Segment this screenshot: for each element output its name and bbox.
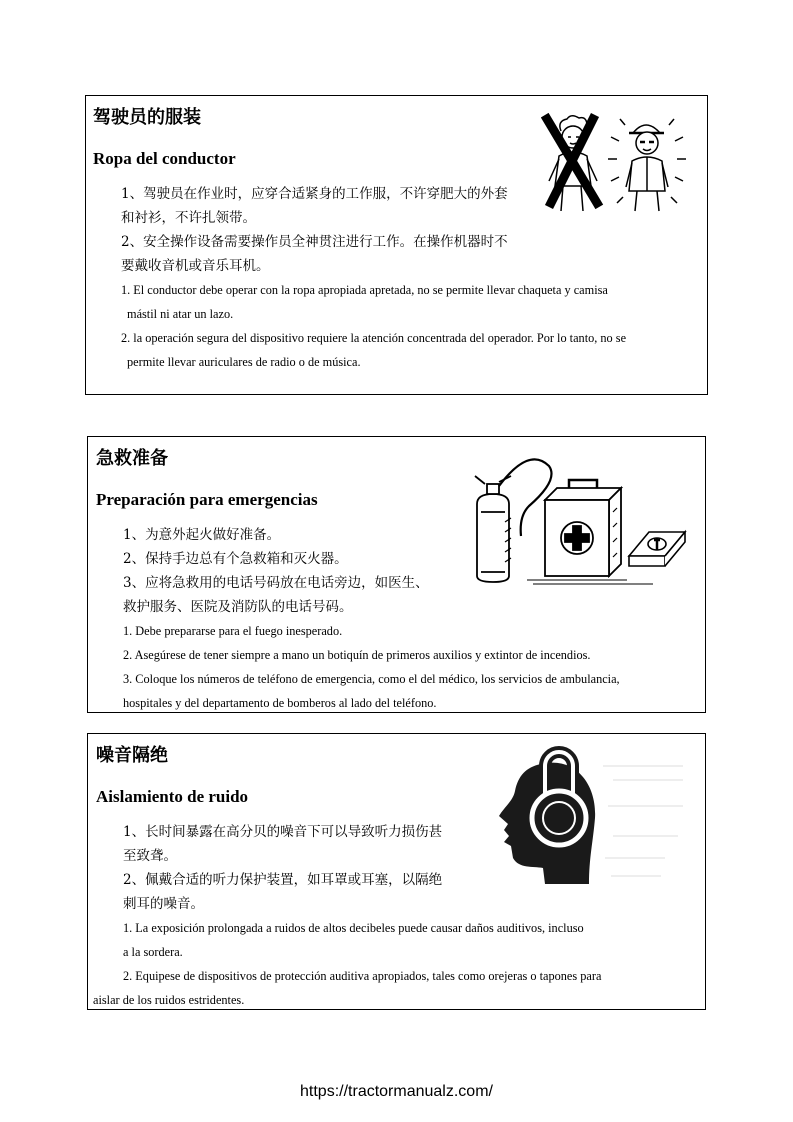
body-line: 3. Coloque los números de teléfono de emergencia, como el del médico, los servicios de ambulancia, <box>123 672 620 686</box>
body-line: 2. Asegúrese de tener siempre a mano un botiquín de primeros auxilios y extintor de incendios. <box>123 648 591 662</box>
small-first-aid-kit-icon <box>629 532 685 566</box>
section-title-zh: 急救准备 <box>96 448 168 469</box>
body-line: 2. Equipese de dispositivos de protección auditiva apropiados, tales como orejeras o tapones para <box>123 969 602 983</box>
body-line: a la sordera. <box>123 945 183 959</box>
section-title-es: Ropa del conductor <box>93 149 236 168</box>
section-noise-isolation <box>87 733 706 1010</box>
body-line: 刺耳的噪音。 <box>123 896 204 912</box>
first-aid-case-icon <box>545 480 621 576</box>
footer <box>0 1080 793 1104</box>
body-line: aislar de los ruidos estridentes. <box>93 993 245 1007</box>
section-emergency-preparation <box>87 436 706 713</box>
body-line: 1、为意外起火做好准备。 <box>123 527 281 543</box>
body-line: 救护服务、医院及消防队的电话号码。 <box>123 599 353 615</box>
body-line: hospitales y del departamento de bomberos al lado del teléfono. <box>123 696 437 710</box>
correct-clothing-figure <box>608 119 686 211</box>
body-line: 1、长时间暴露在高分贝的噪音下可以导致听力损伤甚 <box>123 824 443 840</box>
body-line: mástil ni atar un lazo. <box>127 307 234 321</box>
footer-url-link[interactable]: https://tractormanualz.com/ <box>300 1083 493 1100</box>
body-line: 1. Debe prepararse para el fuego inesperado. <box>123 624 343 638</box>
body-line: 1、驾驶员在作业时，应穿合适紧身的工作服，不许穿肥大的外套 <box>121 186 508 202</box>
body-line: 1. El conductor debe operar con la ropa apropiada apretada, no se permite llevar chaqueta y camisa <box>121 283 608 297</box>
body-line: 2. la operación segura del dispositivo requiere la atención concentrada del operador. Por lo tanto, no se <box>121 331 627 345</box>
clothing-illustration <box>541 111 691 216</box>
body-line: 2、佩戴合适的听力保护装置，如耳罩或耳塞，以隔绝 <box>123 872 443 888</box>
section-title-es: Aislamiento de ruido <box>96 787 249 806</box>
hearing-protection-icon <box>463 746 693 896</box>
background-texture <box>603 766 683 876</box>
section-title-zh: 驾驶员的服装 <box>93 107 201 128</box>
section-title-es: Preparación para emergencias <box>96 490 318 509</box>
fire-extinguisher-icon <box>475 459 552 582</box>
ground-shading <box>527 580 653 584</box>
first-aid-illustration <box>463 452 693 587</box>
body-line: 1. La exposición prolongada a ruidos de altos decibeles puede causar daños auditivos, incluso <box>123 921 584 935</box>
section-driver-clothing <box>85 95 708 395</box>
body-line: 至致聋。 <box>123 848 177 864</box>
body-line: 3、应将急救用的电话号码放在电话旁边，如医生、 <box>123 575 429 591</box>
body-line: 和衬衫，不许扎领带。 <box>121 210 256 226</box>
body-line: 要戴收音机或音乐耳机。 <box>121 258 270 274</box>
body-line: permite llevar auriculares de radio o de música. <box>127 355 361 369</box>
section-title-zh: 噪音隔绝 <box>96 745 168 766</box>
body-line: 2、安全操作设备需要操作员全神贯注进行工作。在操作机器时不 <box>121 234 508 250</box>
body-line: 2、保持手边总有个急救箱和灭火器。 <box>123 551 348 567</box>
